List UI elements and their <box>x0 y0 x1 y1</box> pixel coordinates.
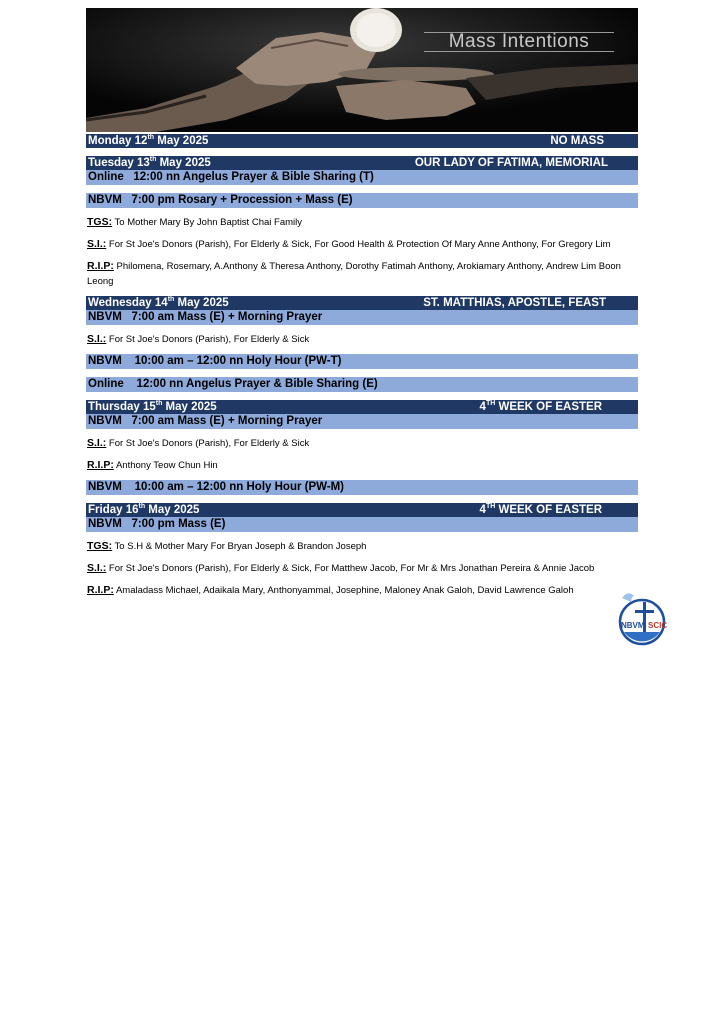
day-header-thursday <box>86 400 638 414</box>
service-bar: NBVM 7:00 am Mass (E) + Morning Prayer <box>86 414 638 429</box>
banner-title: Mass Intentions <box>424 32 614 52</box>
si-note: S.I.: For St Joe's Donors (Parish), For Elderly & Sick, For Matthew Jacob, For Mr & Mrs Jonathan Pereira & Annie Jacob <box>87 562 595 574</box>
service-bar: NBVM 10:00 am – 12:00 nn Holy Hour (PW-M) <box>86 480 638 495</box>
service-bar: NBVM 7:00 pm Rosary + Procession + Mass (E) <box>86 193 638 208</box>
service-bar: NBVM 7:00 pm Mass (E) <box>86 517 638 532</box>
svg-text:SCIC: SCIC <box>648 621 668 630</box>
day-date: Tuesday 13th May 2025 <box>88 156 211 169</box>
feast-label: 4TH WEEK OF EASTER <box>479 400 602 413</box>
tgs-note: TGS: To Mother Mary By John Baptist Chai Family <box>87 216 302 228</box>
day-date: Monday 12th May 2025 <box>88 134 209 147</box>
day-date: Friday 16th May 2025 <box>88 503 200 516</box>
si-note: S.I.: For St Joe's Donors (Parish), For Elderly & Sick <box>87 437 310 449</box>
host-hands-photo <box>86 8 638 132</box>
service-bar: NBVM 10:00 am – 12:00 nn Holy Hour (PW-T) <box>86 354 638 369</box>
service-bar: NBVM 7:00 am Mass (E) + Morning Prayer <box>86 310 638 325</box>
service-bar: Online 12:00 nn Angelus Prayer & Bible Sharing (E) <box>86 377 638 392</box>
banner-image <box>86 8 638 132</box>
svg-text:NBVM: NBVM <box>621 621 645 630</box>
si-note: S.I.: For St Joe's Donors (Parish), For Elderly & Sick <box>87 333 310 345</box>
day-header-tuesday <box>86 156 638 170</box>
day-date: Wednesday 14th May 2025 <box>88 296 229 309</box>
mass-intentions-page <box>86 8 638 598</box>
rip-note: R.I.P: Philomena, Rosemary, A.Anthony & Theresa Anthony, Dorothy Fatimah Anthony, Arokiamary Anthony, Andrew Lim Boon Leong <box>87 260 621 287</box>
day-date: Thursday 15th May 2025 <box>88 400 217 413</box>
feast-label: 4TH WEEK OF EASTER <box>479 503 602 516</box>
parish-logo <box>612 588 668 646</box>
service-bar: Online 12:00 nn Angelus Prayer & Bible Sharing (T) <box>86 170 638 185</box>
feast-label: NO MASS <box>550 135 604 147</box>
day-header-friday <box>86 503 638 517</box>
day-header-wednesday <box>86 296 638 310</box>
rip-note: R.I.P: Amaladass Michael, Adaikala Mary, Anthonyammal, Josephine, Maloney Anak Galoh, David Lawrence Galoh <box>87 584 574 596</box>
feast-label: ST. MATTHIAS, APOSTLE, FEAST <box>423 297 606 309</box>
feast-label: OUR LADY OF FATIMA, MEMORIAL <box>414 157 608 169</box>
tgs-note: TGS: To S.H & Mother Mary For Bryan Joseph & Brandon Joseph <box>87 540 367 552</box>
si-note: S.I.: For St Joe's Donors (Parish), For Elderly & Sick, For Good Health & Protection Of Mary Anne Anthony, For Gregory Lim <box>87 238 611 250</box>
rip-note: R.I.P: Anthony Teow Chun Hin <box>87 459 218 471</box>
day-header-monday <box>86 134 638 148</box>
